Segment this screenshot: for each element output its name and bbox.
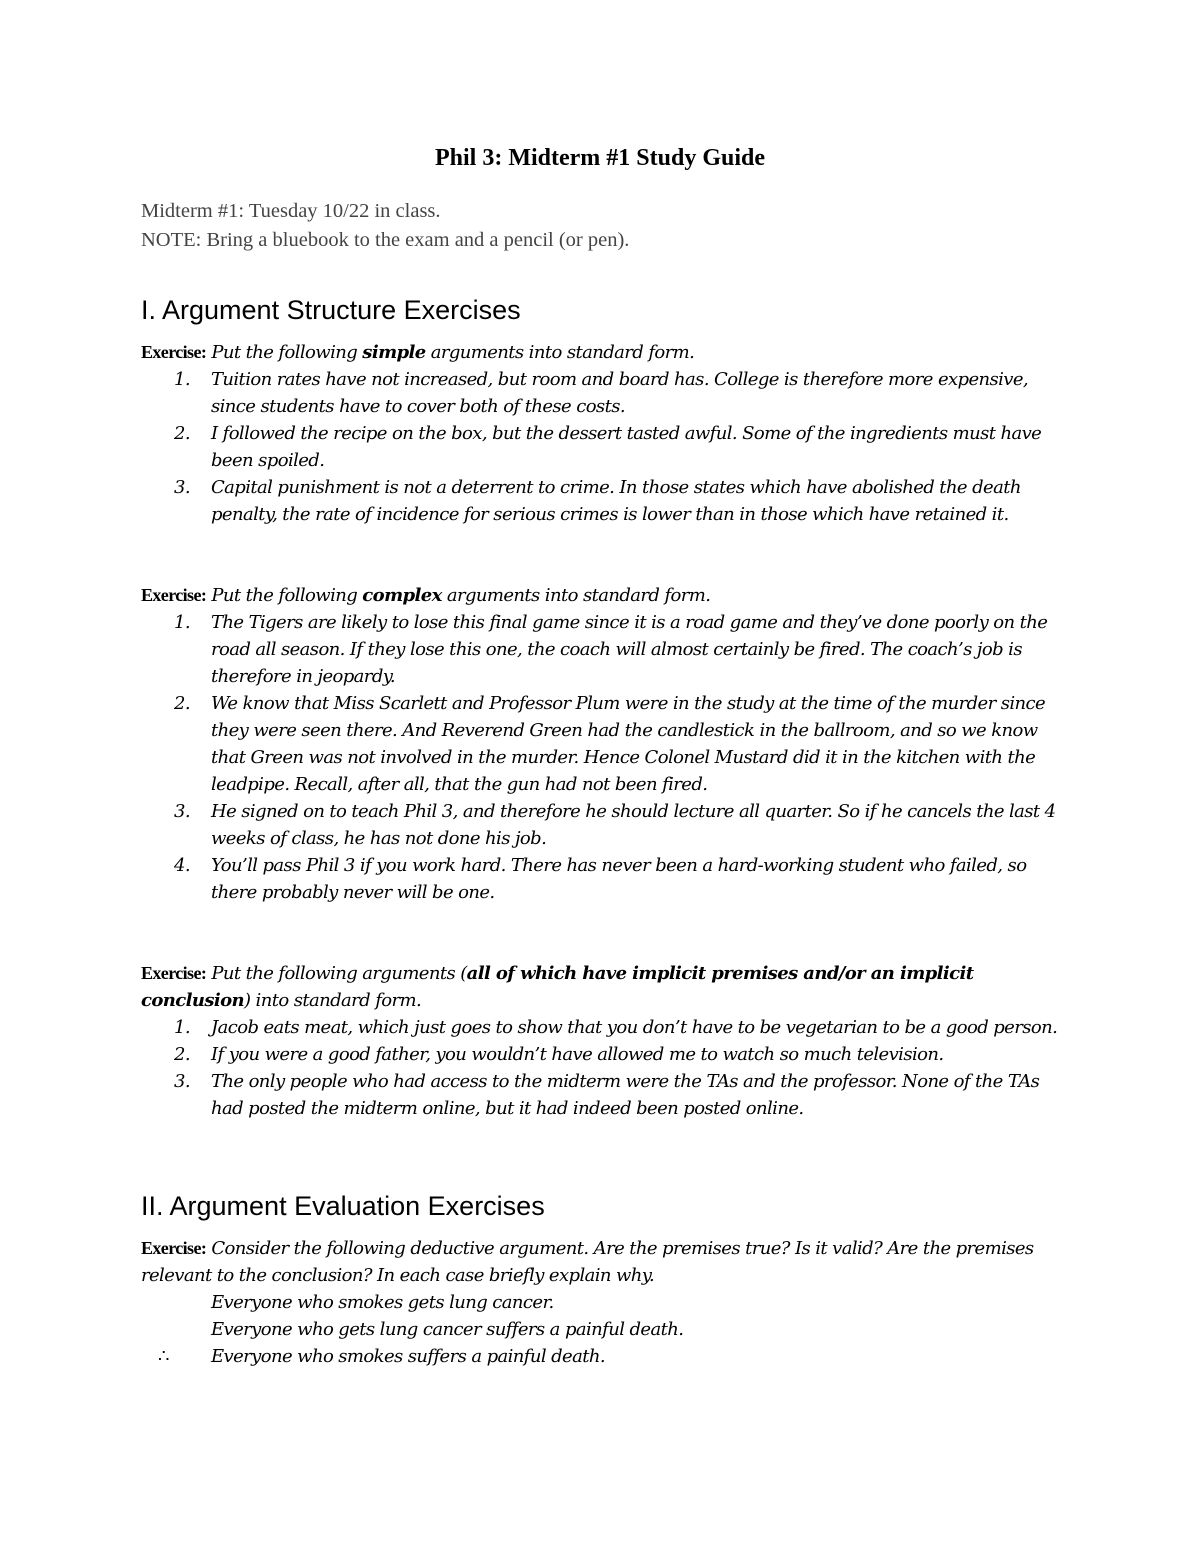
list-item: 2. If you were a good father, you wouldn’t have allowed me to watch so much television. — [174, 1044, 944, 1065]
list-item-text: Jacob eats meat, which just goes to show that you don’t have to be vegetarian to be a good person. — [211, 1017, 1058, 1038]
instruction-emphasis: all of which have implicit premises and/or an implicit conclusion — [141, 963, 974, 1011]
instruction-text: Put the following — [211, 585, 358, 606]
list-item-text: We know that Miss Scarlett and Professor Plum were in the study at the time of the murder since they were seen there. And Reverend Green had the candlestick in the ballroom, and so we know that Green was not involved in the murder. Hence Colonel Mustard did it in the kitchen with the leadpipe. Recall, after all, that the gun had not been fired. — [211, 693, 1046, 795]
exercise-list — [141, 609, 1071, 906]
instruction-text: Put the following — [211, 342, 358, 363]
exercise-label: Exercise: — [141, 963, 207, 983]
exercise-label: Exercise: — [141, 342, 207, 362]
list-item: 1. Jacob eats meat, which just goes to show that you don’t have to be vegetarian to be a good person. — [174, 1017, 1058, 1038]
list-item-text: Tuition rates have not increased, but room and board has. College is therefore more expensive, since students have to cover both of these costs. — [211, 369, 1029, 417]
instruction-emphasis: complex — [362, 585, 442, 606]
list-item: 3. The only people who had access to the midterm were the TAs and the professor. None of the TAs had posted the midterm online, but it had indeed been posted online. — [174, 1071, 1040, 1119]
argument-premise-1: Everyone who smokes gets lung cancer. — [211, 1292, 554, 1313]
list-item: 2. I followed the recipe on the box, but the dessert tasted awful. Some of the ingredients must have been spoiled. — [174, 423, 1042, 471]
exam-info — [141, 197, 629, 255]
list-item-text: You’ll pass Phil 3 if you work hard. There has never been a hard-working student who failed, so there probably never will be one. — [211, 855, 1027, 903]
exam-note-line: NOTE: Bring a bluebook to the exam and a pencil (or pen). — [141, 229, 630, 251]
instruction-text: Put the following arguments ( — [211, 963, 467, 984]
exercise-instruction — [141, 1235, 1071, 1289]
page-title: Phil 3: Midterm #1 Study Guide — [434, 145, 765, 171]
conclusion-text: Everyone who smokes suffers a painful death. — [211, 1346, 605, 1367]
instruction-text: arguments into standard form. — [430, 342, 695, 363]
list-item: 3. Capital punishment is not a deterrent to crime. In those states which have abolished the death penalty, the rate of incidence for serious crimes is lower than in those which have retained it. — [174, 477, 1021, 525]
list-item-text: The Tigers are likely to lose this final game since it is a road game and they’ve done poorly on the road all season. If they lose this one, the coach will almost certainly be fired. The coach’s job is therefore in jeopardy. — [211, 612, 1048, 687]
exam-date-line: Midterm #1: Tuesday 10/22 in class. — [141, 200, 441, 222]
therefore-symbol: ∴ — [158, 1346, 169, 1367]
exercise-instruction — [141, 582, 1071, 609]
instruction-text: arguments into standard form. — [446, 585, 711, 606]
list-item: 2. We know that Miss Scarlett and Professor Plum were in the study at the time of the murder since they were seen there. And Reverend Green had the candlestick in the ballroom, and so we know that Green was not involved in the murder. Hence Colonel Mustard did it in the kitchen with the leadpipe. Recall, after all, that the gun had not been fired. — [174, 693, 1046, 795]
list-item: 1. The Tigers are likely to lose this final game since it is a road game and they’ve done poorly on the road all season. If they lose this one, the coach will almost certainly be fired. The coach’s job is therefore in jeopardy. — [174, 612, 1048, 687]
list-item-text: He signed on to teach Phil 3, and therefore he should lecture all quarter. So if he cancels the last 4 weeks of class, he has not done his job. — [211, 801, 1056, 849]
list-item: 3. He signed on to teach Phil 3, and therefore he should lecture all quarter. So if he cancels the last 4 weeks of class, he has not done his job. — [174, 801, 1056, 849]
instruction-text: Consider the following deductive argument. Are the premises true? Is it valid? Are the premises relevant to the conclusion? In each case briefly explain why. — [141, 1238, 1034, 1286]
exercise-label: Exercise: — [141, 585, 207, 605]
exercise-list — [141, 366, 1071, 528]
list-item-text: I followed the recipe on the box, but the dessert tasted awful. Some of the ingredients must have been spoiled. — [211, 423, 1042, 471]
instruction-text: ) into standard form. — [244, 990, 422, 1011]
exercise-list — [141, 1014, 1071, 1122]
exercise-instruction — [141, 960, 1071, 1014]
section-heading-argument-structure: I. Argument Structure Exercises — [141, 295, 521, 325]
list-item-text: Capital punishment is not a deterrent to crime. In those states which have abolished the death penalty, the rate of incidence for serious crimes is lower than in those which have retained it. — [211, 477, 1021, 525]
argument-premise-2: Everyone who gets lung cancer suffers a painful death. — [211, 1319, 684, 1340]
list-item-text: If you were a good father, you wouldn’t have allowed me to watch so much television. — [211, 1044, 944, 1065]
instruction-emphasis: simple — [362, 342, 426, 363]
list-item: 1. Tuition rates have not increased, but room and board has. College is therefore more expensive, since students have to cover both of these costs. — [174, 369, 1029, 417]
list-item: 4. You’ll pass Phil 3 if you work hard. There has never been a hard-working student who failed, so there probably never will be one. — [174, 855, 1027, 903]
list-item-text: The only people who had access to the midterm were the TAs and the professor. None of the TAs had posted the midterm online, but it had indeed been posted online. — [211, 1071, 1040, 1119]
argument-conclusion — [158, 1343, 1091, 1370]
section-heading-argument-evaluation: II. Argument Evaluation Exercises — [141, 1191, 545, 1221]
exercise-instruction — [141, 339, 1071, 366]
exercise-label: Exercise: — [141, 1238, 207, 1258]
